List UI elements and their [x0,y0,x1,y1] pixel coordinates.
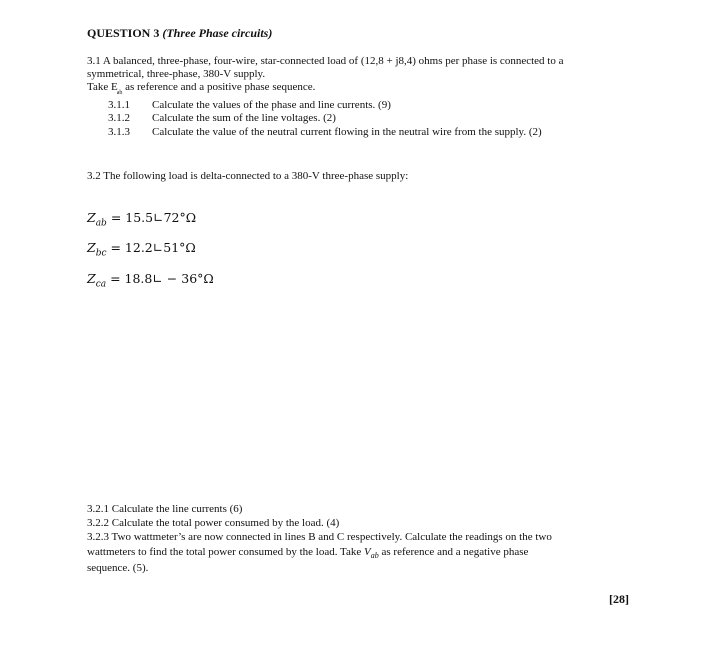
item-number: 3.1.2 [108,112,130,124]
q31-line3-prefix: Take E [87,81,118,93]
item-text: Calculate the value of the neutral current flowing in the neutral wire from the supply. (2) [152,126,542,138]
q323-line2-suffix: as reference and a negative phase [378,546,529,558]
item-text: Calculate the sum of the line voltages. (2) [152,112,336,124]
q31-line2: symmetrical, three-phase, 380-V supply. [87,68,266,80]
q323-line1: 3.2.3 Two wattmeter’s are now connected in lines B and C respectively. Calculate the readings on the two [87,531,552,543]
q31-line3 [87,80,315,96]
q31-line3-suffix: as reference and a positive phase sequence. [122,81,316,93]
equation-symbol: $Z_{bc}$ [87,240,107,259]
equation-zbc [87,240,196,259]
q323-line3: sequence. (5). [87,562,149,574]
q312-item [108,112,336,124]
equation-zab [87,210,196,229]
item-number: 3.1.3 [108,126,130,138]
equation-value: = 18.8∟ − 36°Ω [110,271,214,286]
equation-value: = 12.2∟51°Ω [110,240,196,255]
total-marks: [28] [609,592,629,606]
q31-line3-subscript: ab [116,90,123,96]
item-text: Calculate the values of the phase and line currents. (9) [152,99,391,111]
q311-item [108,99,391,111]
item-number: 3.1.1 [108,99,130,111]
q313-item [108,126,542,138]
equation-symbol: $Z_{ca}$ [87,271,107,290]
q32-intro: 3.2 The following load is delta-connected to a 380-V three-phase supply: [87,170,409,182]
equation-value: = 15.5∟72°Ω [110,210,197,225]
q323-line2-prefix: wattmeters to find the total power consumed by the load. Take [87,546,365,558]
question-label: QUESTION 3 [87,26,160,40]
equation-zca [87,271,214,290]
question-subtitle: (Three Phase circuits) [162,26,273,40]
q31-line1: 3.1 A balanced, three-phase, four-wire, star-connected load of (12,8 + j8,4) ohms per phase is connected to a [87,55,564,67]
q323-line2 [87,545,528,564]
q322-item: 3.2.2 Calculate the total power consumed by the load. (4) [87,517,340,529]
question-heading [87,26,272,41]
q323-variable: $V_{ab}$ [364,546,379,561]
q321-item: 3.2.1 Calculate the line currents (6) [87,503,243,515]
equation-symbol: $Z_{ab}$ [87,210,107,229]
